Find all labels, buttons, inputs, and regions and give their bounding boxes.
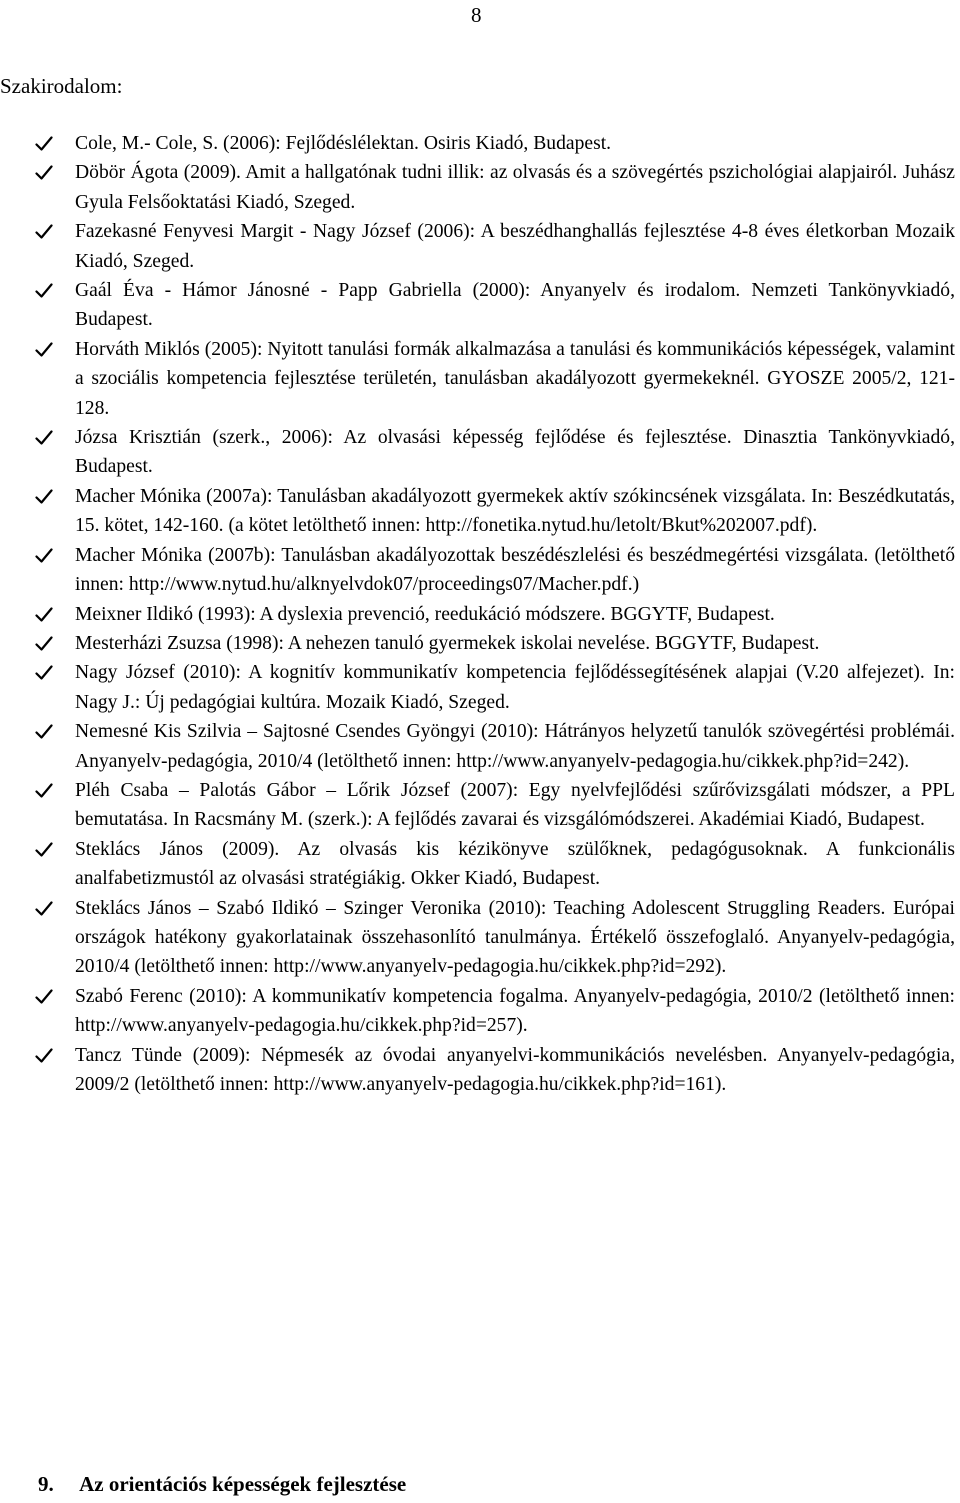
page-number: 8 <box>471 3 482 27</box>
reference-item <box>0 835 955 894</box>
reference-item <box>0 482 955 541</box>
checkmark-icon <box>35 982 55 1011</box>
reference-text: Fazekasné Fenyvesi Margit - Nagy József (2006): A beszédhanghallás fejlesztése 4-8 éves életkorban Mozaik Kiadó, Szeged. <box>75 221 955 272</box>
reference-text: Meixner Ildikó (1993): A dyslexia prevenció, reedukáció módszere. BGGYTF, Budapest. <box>75 603 775 625</box>
reference-text: Steklács János (2009). Az olvasás kis kézikönyve szülőknek, pedagógusoknak. A funkcionális analfabetizmustól az olvasási stratégiákig. Okker Kiadó, Budapest. <box>75 838 955 890</box>
reference-text: Döbör Ágota (2009). Amit a hallgatónak tudni illik: az olvasás és a szövegértés pszichológiai alapjairól. Juhász Gyula Felsőoktatási Kiadó, Szeged. <box>75 162 955 213</box>
reference-text: Horváth Miklós (2005): Nyitott tanulási formák alkalmazása a tanulási és kommunikációs képességek, valamint a szociális kompetencia fejlesztése területén, tanulásban akadályozott gyermekeknél. GYOSZE 2005/2, 121-128. <box>75 338 955 419</box>
reference-item <box>0 158 955 217</box>
reference-item <box>0 982 955 1041</box>
reference-item <box>0 717 955 776</box>
reference-item <box>0 541 955 600</box>
reference-item <box>0 423 955 482</box>
reference-item <box>0 658 955 717</box>
chapter-title: Az orientációs képességek fejlesztése <box>79 1472 407 1496</box>
checkmark-icon <box>35 776 55 805</box>
checkmark-icon <box>35 629 55 658</box>
checkmark-icon <box>35 658 55 687</box>
reference-text: Nagy József (2010): A kognitív kommunikatív kompetencia fejlődéssegítésének alapjai (V.20 alfejezet). In: Nagy J.: Új pedagógiai kultúra. Mozaik Kiadó, Szeged. <box>75 662 955 713</box>
reference-text: Macher Mónika (2007b): Tanulásban akadályozottak beszédészlelési és beszédmegértési vizsgálata. (letölthető innen: http://www.nytud.hu/alknyelvdok07/proceedings07/Macher.pdf.) <box>75 544 955 596</box>
reference-item <box>0 776 955 835</box>
section-heading: Szakirodalom: <box>0 74 123 98</box>
checkmark-icon <box>35 482 55 511</box>
reference-item <box>0 1041 955 1100</box>
checkmark-icon <box>35 423 55 452</box>
reference-text: Gaál Éva - Hámor Jánosné - Papp Gabriella (2000): Anyanyelv és irodalom. Nemzeti Tankönyvkiadó, Budapest. <box>75 280 955 331</box>
checkmark-icon <box>35 894 55 923</box>
reference-text: Tancz Tünde (2009): Népmesék az óvodai anyanyelvi-kommunikációs nevelésben. Anyanyelv-pedagógia, 2009/2 (letölthető innen: http://www.anyanyelv-pedagogia.hu/cikkek.php?id=161). <box>75 1044 955 1095</box>
checkmark-icon <box>35 158 55 187</box>
checkmark-icon <box>35 1041 55 1070</box>
reference-item <box>0 894 955 982</box>
reference-list <box>0 129 955 1099</box>
reference-item <box>0 600 955 629</box>
reference-text: Mesterházi Zsuzsa (1998): A nehezen tanuló gyermekek iskolai nevelése. BGGYTF, Budapest. <box>75 632 820 654</box>
chapter-heading <box>38 1470 406 1498</box>
checkmark-icon <box>35 217 55 246</box>
reference-text: Józsa Krisztián (szerk., 2006): Az olvasási képesség fejlődése és fejlesztése. Dinasztia Tankönyvkiadó, Budapest. <box>75 427 955 478</box>
chapter-number: 9. <box>38 1472 54 1496</box>
reference-text: Szabó Ferenc (2010): A kommunikatív kompetencia fogalma. Anyanyelv-pedagógia, 2010/2 (letölthető innen: http://www.anyanyelv-pedagogia.hu/cikkek.php?id=257). <box>75 985 955 1037</box>
reference-text: Nemesné Kis Szilvia – Sajtosné Csendes Gyöngyi (2010): Hátrányos helyzetű tanulók szövegértési problémái. Anyanyelv-pedagógia, 2010/4 (letölthető innen: http://www.anyanyelv-pedagogia.hu/cikkek.php?id=242). <box>75 721 955 772</box>
checkmark-icon <box>35 717 55 746</box>
checkmark-icon <box>35 541 55 570</box>
reference-item <box>0 276 955 335</box>
checkmark-icon <box>35 835 55 864</box>
reference-item <box>0 335 955 423</box>
checkmark-icon <box>35 276 55 305</box>
reference-item <box>0 129 955 158</box>
reference-text: Pléh Csaba – Palotás Gábor – Lőrik József (2007): Egy nyelvfejlődési szűrővizsgálati módszer, a PPL bemutatása. In Racsmány M. (szerk.): A fejlődés zavarai és vizsgálómódszerei. Akadémiai Kiadó, Budapest. <box>75 779 955 831</box>
checkmark-icon <box>35 600 55 629</box>
reference-text: Cole, M.- Cole, S. (2006): Fejlődéslélektan. Osiris Kiadó, Budapest. <box>75 133 612 154</box>
reference-item <box>0 629 955 658</box>
reference-item <box>0 217 955 276</box>
checkmark-icon <box>35 129 55 158</box>
reference-text: Steklács János – Szabó Ildikó – Szinger Veronika (2010): Teaching Adolescent Struggling Readers. Európai országok hatékony gyakorlatainak összehasonlító tanulmánya. Értékelő összefoglaló. Anyanyelv-pedagógia, 2010/4 (letölthető innen: http://www.anyanyelv-pedagogia.hu/cikkek.php?id=292). <box>75 897 955 978</box>
reference-text: Macher Mónika (2007a): Tanulásban akadályozott gyermekek aktív szókincsének vizsgálata. In: Beszédkutatás, 15. kötet, 142-160. (a kötet letölthető innen: http://fonetika.nytud.hu/letolt/Bkut%202007.pdf). <box>75 485 955 537</box>
checkmark-icon <box>35 335 55 364</box>
